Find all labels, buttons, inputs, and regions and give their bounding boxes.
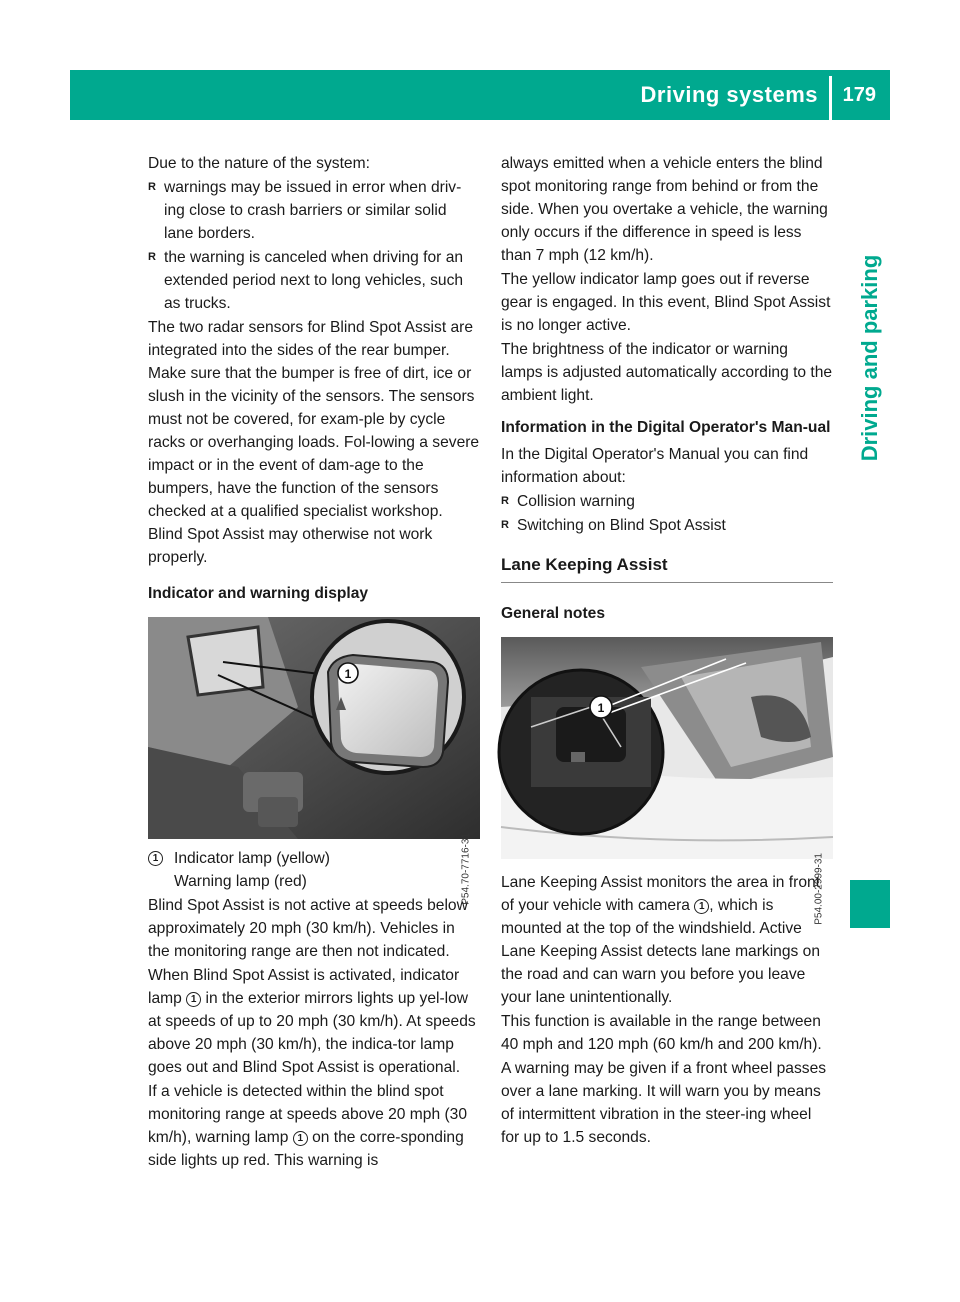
mirror-illustration (148, 617, 480, 839)
bullet-text: Collision warning (517, 493, 635, 510)
monitors-paragraph (501, 871, 833, 1009)
list-item (501, 514, 833, 537)
wheel-paragraph: A warning may be given if a front wheel passes over a lane marking. It will warn you by means of intermittent vibration in the steer-ing wheel for up to 1.5 seconds. (501, 1060, 827, 1146)
indicator-heading: Indicator and warning display (148, 585, 369, 602)
list-item (148, 246, 480, 315)
figure-id: P54.00-2999-31 (814, 853, 825, 925)
chapter-title: Driving systems (640, 82, 818, 107)
bullet-r-icon: R (501, 495, 509, 507)
info-heading: Information in the Digital Operator's Man-ual (501, 419, 831, 436)
detected-paragraph (148, 1080, 480, 1172)
activated-paragraph (148, 964, 480, 1079)
list-item (501, 490, 833, 513)
bullet-text: the warning is canceled when driving for an extended period next to long vehicles, such as trucks. (164, 249, 464, 312)
intro-text: Due to the nature of the system: (148, 155, 370, 172)
info-paragraph: In the Digital Operator's Manual you can find information about: (501, 446, 809, 486)
caption-warning: Warning lamp (red) (174, 873, 307, 890)
general-notes-heading: General notes (501, 605, 605, 622)
figure-id: P54.70-7716-31 (461, 833, 472, 905)
list-item (148, 176, 480, 245)
range-paragraph: This function is available in the range between 40 mph and 120 mph (60 km/h and 200 km/h). (501, 1013, 822, 1053)
sensors-paragraph: The two radar sensors for Blind Spot Assist are integrated into the sides of the rear bumper. Make sure that the bumper is free of dirt, ice or slush in the vicinity of the sensors. The sensors must not be covered, for exam-ple by cycle racks or overhanging loads. Fol-lowing a severe impact or in the event of dam-age to the bumpers, have the function of the sensors checked at a qualified specialist workshop. Blind Spot Assist may otherwise not work properly. (148, 319, 480, 566)
callout-number: 1 (694, 899, 709, 914)
brightness-paragraph: The brightness of the indicator or warning lamps is adjusted automatically according to the ambient light. (501, 341, 833, 404)
text-run: If a vehicle is detected within the blind spot monitoring range at speeds above 20 mph (30 km/h), warning lamp (148, 1083, 468, 1146)
left-column (148, 152, 480, 1173)
reverse-paragraph: The yellow indicator lamp goes out if reverse gear is engaged. In this event, Blind Spot Assist is no longer active. (501, 271, 831, 334)
bullet-r-icon: R (501, 519, 509, 531)
text-run: on the corre-sponding side lights up red. This warning is (148, 1129, 464, 1169)
section-side-tab (850, 165, 890, 550)
bullet-r-icon: R (148, 181, 156, 193)
page-number: 179 (842, 84, 876, 106)
caption-row (148, 847, 480, 893)
right-column (501, 152, 833, 1150)
speeds-paragraph: Blind Spot Assist is not active at speeds below approximately 20 mph (30 km/h). Vehicles in the monitoring range are then not indicated. (148, 897, 468, 960)
callout-number: 1 (148, 851, 163, 866)
text-run: Lane Keeping Assist monitors the area in front of your vehicle with camera (501, 874, 820, 914)
bullet-text: warnings may be issued in error when driv-ing close to crash barriers or similar solid lane borders. (164, 179, 462, 242)
side-marker-block (850, 880, 890, 928)
figure-callout: 1 (344, 667, 352, 681)
figure-callout: 1 (597, 701, 605, 715)
callout-number: 1 (293, 1131, 308, 1146)
text-run: in the exterior mirrors lights up yel-low at speeds of up to 20 mph (30 km/h). At speeds above 20 mph (30 km/h), the indica-tor lamp goes out and Blind Spot Assist is operational. (148, 990, 476, 1076)
bullet-r-icon: R (148, 251, 156, 263)
windshield-illustration (501, 637, 833, 859)
side-tab-label: Driving and parking (857, 254, 882, 461)
text-run: , which is mounted at the top of the windshield. Active Lane Keeping Assist detects lane markings on the road and can warn you before you leave your lane unintentionally. (501, 897, 821, 1006)
callout-number: 1 (186, 992, 201, 1007)
page-header (70, 70, 890, 120)
bullet-text: Switching on Blind Spot Assist (517, 517, 726, 534)
header-divider (829, 76, 832, 120)
continued-paragraph: always emitted when a vehicle enters the blind spot monitoring range from behind or from the side. When you overtake a vehicle, the warning only occurs if the difference in speed is less than 7 mph (12 km/h). (501, 155, 828, 264)
caption-indicator: Indicator lamp (yellow) (174, 850, 330, 867)
section-title: Lane Keeping Assist (501, 553, 833, 583)
text-run: When Blind Spot Assist is activated, indicator lamp (148, 967, 460, 1007)
